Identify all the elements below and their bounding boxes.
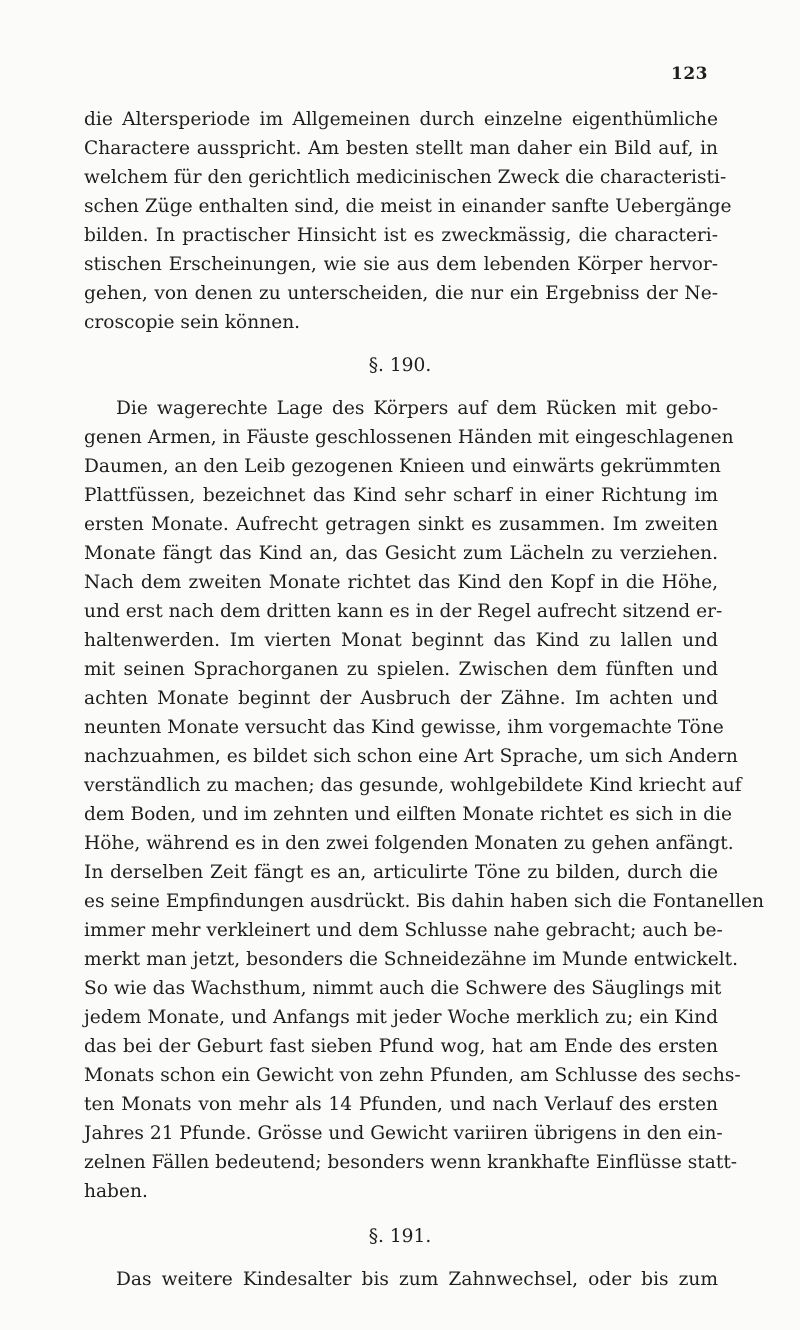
text-line: Jahres 21 Pfunde. Grösse und Gewicht variiren übrigens in den ein- [84, 1123, 723, 1144]
text-line: das bei der Geburt fast sieben Pfund wog, hat am Ende des ersten [84, 1036, 718, 1057]
text-line: zelnen Fällen bedeutend; besonders wenn krankhafte Einflüsse statt- [84, 1152, 738, 1173]
text-line: stischen Erscheinungen, wie sie aus dem lebenden Körper hervor- [84, 254, 718, 275]
text-line: genen Armen, in Fäuste geschlossenen Händen mit eingeschlagenen [84, 427, 734, 448]
text-line: neunten Monate versucht das Kind gewisse, ihm vorgemachte Töne [84, 717, 724, 738]
text-line: haben. [84, 1181, 148, 1202]
text-line: In derselben Zeit fängt es an, articulirte Töne zu bilden, durch die [84, 862, 718, 883]
text-line: Monats schon ein Gewicht von zehn Pfunden, am Schlusse des sechs- [84, 1065, 741, 1086]
text-line: dem Boden, und im zehnten und eilften Monate richtet es sich in die [84, 804, 732, 825]
text-line: es seine Empfindungen ausdrückt. Bis dahin haben sich die Fontanellen [84, 891, 765, 912]
text-line: gehen, von denen zu unterscheiden, die nur ein Ergebniss der Ne- [84, 283, 718, 304]
text-line: Plattfüssen, bezeichnet das Kind sehr scharf in einer Richtung im [84, 485, 718, 506]
text-line: welchem für den gerichtlich medicinischen Zweck die characteristi- [84, 167, 727, 188]
text-line: So wie das Wachsthum, nimmt auch die Schwere des Säuglings mit [84, 978, 722, 999]
text-line: achten Monate beginnt der Ausbruch der Zähne. Im achten und [84, 688, 718, 709]
text-line: ersten Monate. Aufrecht getragen sinkt es zusammen. Im zweiten [84, 514, 718, 535]
page-number: 123 [671, 64, 708, 84]
text-line: bilden. In practischer Hinsicht ist es zweckmässig, die characteri- [84, 225, 718, 246]
text-line: nachzuahmen, es bildet sich schon eine Art Sprache, um sich Andern [84, 746, 738, 767]
text-line: die Altersperiode im Allgemeinen durch einzelne eigenthümliche [84, 109, 718, 130]
text-line: und erst nach dem dritten kann es in der Regel aufrecht sitzend er- [84, 601, 723, 622]
text-line: Die wagerechte Lage des Körpers auf dem Rücken mit gebo- [116, 398, 718, 419]
text-line: schen Züge enthalten sind, die meist in einander sanfte Uebergänge [84, 196, 732, 217]
text-line: verständlich zu machen; das gesunde, wohlgebildete Kind kriecht auf [84, 775, 742, 796]
text-line: haltenwerden. Im vierten Monat beginnt das Kind zu lallen und [84, 630, 718, 651]
section-heading: §. 190. [368, 355, 432, 376]
text-line: Daumen, an den Leib gezogenen Knieen und einwärts gekrümmten [84, 456, 721, 477]
text-line: Monate fängt das Kind an, das Gesicht zum Lächeln zu verziehen. [84, 543, 718, 564]
text-line: immer mehr verkleinert und dem Schlusse nahe gebracht; auch be- [84, 920, 723, 941]
text-line: Das weitere Kindesalter bis zum Zahnwechsel, oder bis zum [116, 1269, 718, 1290]
section-heading: §. 191. [368, 1226, 432, 1247]
text-line: Höhe, während es in den zwei folgenden Monaten zu gehen anfängt. [84, 833, 734, 854]
text-line: jedem Monate, und Anfangs mit jeder Woche merklich zu; ein Kind [84, 1007, 718, 1028]
text-line: croscopie sein können. [84, 312, 301, 333]
text-line: Nach dem zweiten Monate richtet das Kind den Kopf in die Höhe, [84, 572, 718, 593]
text-line: Charactere ausspricht. Am besten stellt man daher ein Bild auf, in [84, 138, 718, 159]
text-line: merkt man jetzt, besonders die Schneidezähne im Munde entwickelt. [84, 949, 739, 970]
text-line: ten Monats von mehr als 14 Pfunden, und nach Verlauf des ersten [84, 1094, 718, 1115]
text-line: mit seinen Sprachorganen zu spielen. Zwischen dem fünften und [84, 659, 718, 680]
